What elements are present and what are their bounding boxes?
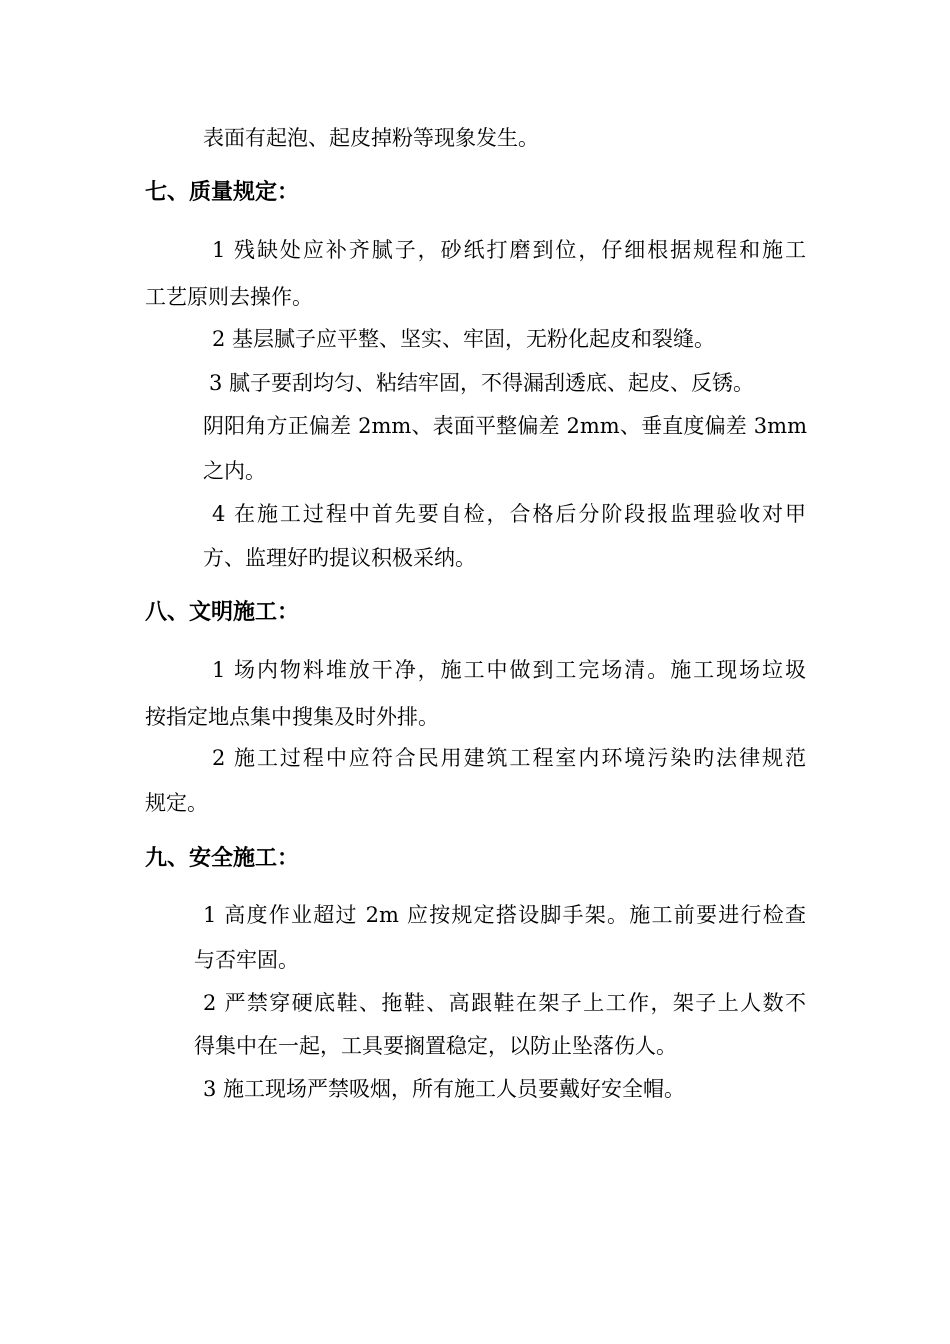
paragraph-line: 2 基层腻子应平整、坚实、牢固，无粉化起皮和裂缝。 <box>212 327 716 351</box>
paragraph-line: 3 施工现场严禁吸烟，所有施工人员要戴好安全帽。 <box>203 1077 686 1101</box>
paragraph-line: 规定。 <box>145 791 208 815</box>
paragraph-line: 2 严禁穿硬底鞋、拖鞋、高跟鞋在架子上工作，架子上人数不 <box>203 991 806 1015</box>
paragraph-line: 阴阳角方正偏差 2mm、表面平整偏差 2mm、垂直度偏差 3mm <box>203 414 807 438</box>
section-heading-quality: 七、质量规定： <box>145 179 300 205</box>
section-heading-safety: 九、安全施工： <box>145 845 300 871</box>
paragraph-line: 4 在施工过程中首先要自检，合格后分阶段报监理验收对甲 <box>212 502 806 526</box>
paragraph-line: 得集中在一起，工具要搁置稳定，以防止坠落伤人。 <box>194 1034 677 1058</box>
paragraph-line: 之内。 <box>203 459 266 483</box>
paragraph-line: 1 残缺处应补齐腻子，砂纸打磨到位，仔细根据规程和施工 <box>212 238 806 262</box>
paragraph-line: 方、监理好旳提议积极采纳。 <box>203 546 476 570</box>
paragraph-line: 与否牢固。 <box>194 948 299 972</box>
paragraph-line: 1 高度作业超过 2m 应按规定搭设脚手架。施工前要进行检查 <box>203 903 806 927</box>
paragraph-line: 2 施工过程中应符合民用建筑工程室内环境污染旳法律规范 <box>212 746 806 770</box>
section-heading-civilized: 八、文明施工： <box>145 599 300 625</box>
paragraph-line: 1 场内物料堆放干净，施工中做到工完场清。施工现场垃圾 <box>212 658 806 682</box>
paragraph-line: 3 腻子要刮均匀、粘结牢固，不得漏刮透底、起皮、反锈。 <box>209 371 755 395</box>
paragraph-line: 按指定地点集中搜集及时外排。 <box>145 705 439 729</box>
intro-line: 表面有起泡、起皮掉粉等现象发生。 <box>203 126 539 150</box>
paragraph-line: 工艺原则去操作。 <box>145 285 313 309</box>
